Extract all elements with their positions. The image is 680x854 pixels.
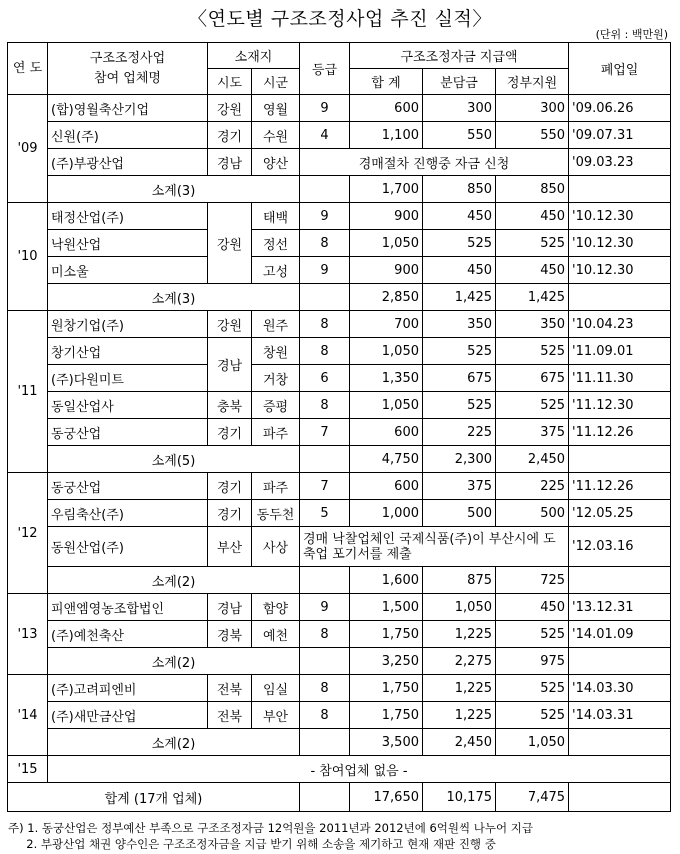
grade-cell: 8 <box>300 675 350 702</box>
share-cell: 500 <box>423 500 496 527</box>
gov-cell: 525 <box>496 230 569 257</box>
company-cell: 낙원산업 <box>48 230 208 257</box>
gov-cell: 675 <box>496 365 569 392</box>
grade-cell: 6 <box>300 365 350 392</box>
restructuring-table <box>7 42 671 812</box>
sigun-cell: 부안 <box>252 702 300 729</box>
company-cell: (주)부광산업 <box>48 149 208 176</box>
total-cell: 1,050 <box>350 392 423 419</box>
subtotal-share: 2,275 <box>423 648 496 675</box>
company-cell: (주)새만금산업 <box>48 702 208 729</box>
company-cell: (주)다원미트 <box>48 365 208 392</box>
sigun-cell: 영월 <box>252 95 300 122</box>
table-row <box>8 473 671 500</box>
sido-cell: 부산 <box>208 527 252 567</box>
share-cell: 450 <box>423 257 496 284</box>
subtotal-total: 3,250 <box>350 648 423 675</box>
sigun-cell: 파주 <box>252 419 300 446</box>
gov-cell: 525 <box>496 675 569 702</box>
table-row <box>8 95 671 122</box>
table-row <box>8 365 671 392</box>
share-cell: 375 <box>423 473 496 500</box>
sigun-cell: 태백 <box>252 203 300 230</box>
table-row <box>8 500 671 527</box>
share-cell: 1,225 <box>423 621 496 648</box>
header-total: 합 계 <box>350 69 423 95</box>
gov-cell: 375 <box>496 419 569 446</box>
company-cell: 태정산업(주) <box>48 203 208 230</box>
grade-cell: 9 <box>300 257 350 284</box>
grade-cell: 8 <box>300 621 350 648</box>
subtotal-gov: 1,425 <box>496 284 569 311</box>
page-title: 〈연도별 구조조정사업 추진 실적〉 <box>188 8 492 30</box>
total-cell: 1,050 <box>350 338 423 365</box>
subtotal-row <box>8 567 671 594</box>
sigun-cell: 파주 <box>252 473 300 500</box>
date-cell: '10.12.30 <box>569 257 671 284</box>
year-cell: '10 <box>8 203 48 311</box>
subtotal-label: 소계(3) <box>48 176 300 203</box>
sido-cell: 경남 <box>208 594 252 621</box>
sido-cell: 경남 <box>208 338 252 392</box>
grade-cell: 9 <box>300 203 350 230</box>
sido-cell: 전북 <box>208 675 252 702</box>
table-row <box>8 122 671 149</box>
table-row <box>8 392 671 419</box>
subtotal-share: 1,425 <box>423 284 496 311</box>
table-row <box>8 594 671 621</box>
subtotal-share: 2,300 <box>423 446 496 473</box>
total-cell: 1,750 <box>350 675 423 702</box>
footnote-1: 주) 1. 동궁산업은 정부예산 부족으로 구조조정자금 12억원을 2011년과 2012년에 6억원씩 나누어 지급 <box>8 821 533 835</box>
total-cell: 1,350 <box>350 365 423 392</box>
gov-cell: 525 <box>496 392 569 419</box>
gov-cell: 300 <box>496 95 569 122</box>
share-cell: 1,225 <box>423 702 496 729</box>
date-cell: '09.03.23 <box>569 149 671 176</box>
date-cell: '14.03.31 <box>569 702 671 729</box>
total-cell: 600 <box>350 473 423 500</box>
subtotal-gov: 2,450 <box>496 446 569 473</box>
sigun-cell: 임실 <box>252 675 300 702</box>
header-share: 분담금 <box>423 69 496 95</box>
date-cell: '13.12.31 <box>569 594 671 621</box>
sigun-cell: 증평 <box>252 392 300 419</box>
sido-cell: 전북 <box>208 702 252 729</box>
subtotal-gov: 850 <box>496 176 569 203</box>
company-cell: 미소울 <box>48 257 208 284</box>
grade-cell: 9 <box>300 594 350 621</box>
date-cell: '10.12.30 <box>569 203 671 230</box>
share-cell: 550 <box>423 122 496 149</box>
subtotal-share: 2,450 <box>423 729 496 756</box>
grade-cell: 8 <box>300 702 350 729</box>
sigun-cell: 양산 <box>252 149 300 176</box>
sido-cell: 경기 <box>208 473 252 500</box>
sigun-cell: 거창 <box>252 365 300 392</box>
subtotal-row <box>8 446 671 473</box>
subtotal-row <box>8 729 671 756</box>
total-cell: 1,050 <box>350 230 423 257</box>
company-cell: (주)예천축산 <box>48 621 208 648</box>
share-cell: 350 <box>423 311 496 338</box>
sido-cell: 충북 <box>208 392 252 419</box>
year-cell: '15 <box>8 756 48 783</box>
sigun-cell: 고성 <box>252 257 300 284</box>
gov-cell: 550 <box>496 122 569 149</box>
company-cell: 창기산업 <box>48 338 208 365</box>
gov-cell: 450 <box>496 257 569 284</box>
share-cell: 1,225 <box>423 675 496 702</box>
date-cell: '09.07.31 <box>569 122 671 149</box>
header-year: 연 도 <box>8 43 48 95</box>
share-cell: 675 <box>423 365 496 392</box>
share-cell: 525 <box>423 230 496 257</box>
grade-cell: 8 <box>300 338 350 365</box>
subtotal-gov: 1,050 <box>496 729 569 756</box>
year-cell: '09 <box>8 95 48 203</box>
date-cell: '11.12.26 <box>569 419 671 446</box>
sigun-cell: 창원 <box>252 338 300 365</box>
date-cell: '11.12.26 <box>569 473 671 500</box>
year-cell: '13 <box>8 594 48 675</box>
table-row <box>8 230 671 257</box>
total-cell: 1,000 <box>350 500 423 527</box>
table-row <box>8 311 671 338</box>
subtotal-label: 소계(2) <box>48 648 300 675</box>
date-cell: '11.09.01 <box>569 338 671 365</box>
no-participants-cell: - 참여업체 없음 - <box>48 756 671 783</box>
date-cell: '09.06.26 <box>569 95 671 122</box>
sido-cell: 경남 <box>208 149 252 176</box>
company-cell: 동궁산업 <box>48 419 208 446</box>
share-cell: 300 <box>423 95 496 122</box>
date-cell: '11.12.30 <box>569 392 671 419</box>
sigun-cell: 수원 <box>252 122 300 149</box>
gov-cell: 525 <box>496 338 569 365</box>
subtotal-gov: 725 <box>496 567 569 594</box>
header-fund: 구조조정자금 지급액 <box>350 43 569 69</box>
grade-cell: 8 <box>300 311 350 338</box>
table-row <box>8 756 671 783</box>
share-cell: 450 <box>423 203 496 230</box>
footnotes <box>8 820 533 852</box>
grand-total-gov: 7,475 <box>496 783 569 812</box>
company-cell: 동궁산업 <box>48 473 208 500</box>
year-cell: '14 <box>8 675 48 756</box>
share-cell: 225 <box>423 419 496 446</box>
company-cell: 피앤엠영농조합법인 <box>48 594 208 621</box>
gov-cell: 450 <box>496 594 569 621</box>
total-cell: 600 <box>350 95 423 122</box>
header-closed-date: 폐업일 <box>569 43 671 95</box>
total-cell: 1,750 <box>350 621 423 648</box>
sido-cell: 경북 <box>208 621 252 648</box>
company-cell: 우림축산(주) <box>48 500 208 527</box>
gov-cell: 350 <box>496 311 569 338</box>
sigun-cell: 사상 <box>252 527 300 567</box>
gov-cell: 525 <box>496 702 569 729</box>
sigun-cell: 원주 <box>252 311 300 338</box>
table-row <box>8 149 671 176</box>
sido-cell: 경기 <box>208 500 252 527</box>
total-cell: 900 <box>350 203 423 230</box>
date-cell: '10.04.23 <box>569 311 671 338</box>
grade-cell: 8 <box>300 230 350 257</box>
sigun-cell: 동두천 <box>252 500 300 527</box>
date-cell: '14.01.09 <box>569 621 671 648</box>
gov-cell: 525 <box>496 621 569 648</box>
table-row <box>8 527 671 567</box>
sido-cell: 강원 <box>208 311 252 338</box>
company-cell: (합)영월축산기업 <box>48 95 208 122</box>
note-cell: 경매절차 진행중 자금 신청 <box>300 149 569 176</box>
table-row <box>8 203 671 230</box>
sigun-cell: 정선 <box>252 230 300 257</box>
sido-cell: 경기 <box>208 419 252 446</box>
unit-label: (단위 : 백만원) <box>595 28 668 41</box>
subtotal-total: 3,500 <box>350 729 423 756</box>
subtotal-row <box>8 176 671 203</box>
sigun-cell: 함양 <box>252 594 300 621</box>
share-cell: 525 <box>423 392 496 419</box>
subtotal-label: 소계(5) <box>48 446 300 473</box>
table-row <box>8 419 671 446</box>
subtotal-gov: 975 <box>496 648 569 675</box>
header-sigun: 시군 <box>252 69 300 95</box>
gov-cell: 225 <box>496 473 569 500</box>
share-cell: 525 <box>423 338 496 365</box>
grade-cell: 9 <box>300 95 350 122</box>
year-cell: '11 <box>8 311 48 473</box>
header-gov: 정부지원 <box>496 69 569 95</box>
subtotal-label: 소계(3) <box>48 284 300 311</box>
note-cell: 경매 낙찰업체인 국제식품(주)이 부산시에 도축업 포기서를 제출 <box>300 527 569 567</box>
subtotal-label: 소계(2) <box>48 567 300 594</box>
total-cell: 1,750 <box>350 702 423 729</box>
table-row <box>8 702 671 729</box>
grade-cell: 8 <box>300 392 350 419</box>
grand-total-share: 10,175 <box>423 783 496 812</box>
total-cell: 700 <box>350 311 423 338</box>
grand-total-row <box>8 783 671 812</box>
date-cell: '14.03.30 <box>569 675 671 702</box>
grade-cell: 4 <box>300 122 350 149</box>
date-cell: '10.12.30 <box>569 230 671 257</box>
subtotal-label: 소계(2) <box>48 729 300 756</box>
subtotal-row <box>8 284 671 311</box>
grand-total-total: 17,650 <box>350 783 423 812</box>
subtotal-total: 2,850 <box>350 284 423 311</box>
date-cell: '11.11.30 <box>569 365 671 392</box>
grade-cell: 5 <box>300 500 350 527</box>
total-cell: 600 <box>350 419 423 446</box>
date-cell: '12.05.25 <box>569 500 671 527</box>
table-row <box>8 338 671 365</box>
sigun-cell: 예천 <box>252 621 300 648</box>
footnote-2: 2. 부광산업 채권 양수인은 구조조정자금을 지급 받기 위해 소송을 제기하고 현재 재판 진행 중 <box>8 837 496 851</box>
header-company: 구조조정사업 참여 업체명 <box>48 43 208 95</box>
total-cell: 1,100 <box>350 122 423 149</box>
sido-cell: 경기 <box>208 122 252 149</box>
subtotal-share: 850 <box>423 176 496 203</box>
table-row <box>8 621 671 648</box>
header-location: 소재지 <box>208 43 300 69</box>
total-cell: 900 <box>350 257 423 284</box>
company-cell: 동일산업사 <box>48 392 208 419</box>
share-cell: 1,050 <box>423 594 496 621</box>
subtotal-row <box>8 648 671 675</box>
header-sido: 시도 <box>208 69 252 95</box>
subtotal-share: 875 <box>423 567 496 594</box>
gov-cell: 500 <box>496 500 569 527</box>
table-row <box>8 675 671 702</box>
grade-cell: 7 <box>300 473 350 500</box>
sido-cell: 강원 <box>208 203 252 284</box>
sido-cell: 강원 <box>208 95 252 122</box>
company-cell: 신원(주) <box>48 122 208 149</box>
date-cell: '12.03.16 <box>569 527 671 567</box>
company-cell: 원창기업(주) <box>48 311 208 338</box>
header-grade: 등급 <box>300 43 350 95</box>
gov-cell: 450 <box>496 203 569 230</box>
company-cell: (주)고려피엔비 <box>48 675 208 702</box>
subtotal-total: 1,600 <box>350 567 423 594</box>
grand-total-label: 합계 (17개 업체) <box>8 783 300 812</box>
year-cell: '12 <box>8 473 48 594</box>
table-row <box>8 257 671 284</box>
subtotal-total: 1,700 <box>350 176 423 203</box>
company-cell: 동원산업(주) <box>48 527 208 567</box>
grade-cell: 7 <box>300 419 350 446</box>
total-cell: 1,500 <box>350 594 423 621</box>
subtotal-total: 4,750 <box>350 446 423 473</box>
